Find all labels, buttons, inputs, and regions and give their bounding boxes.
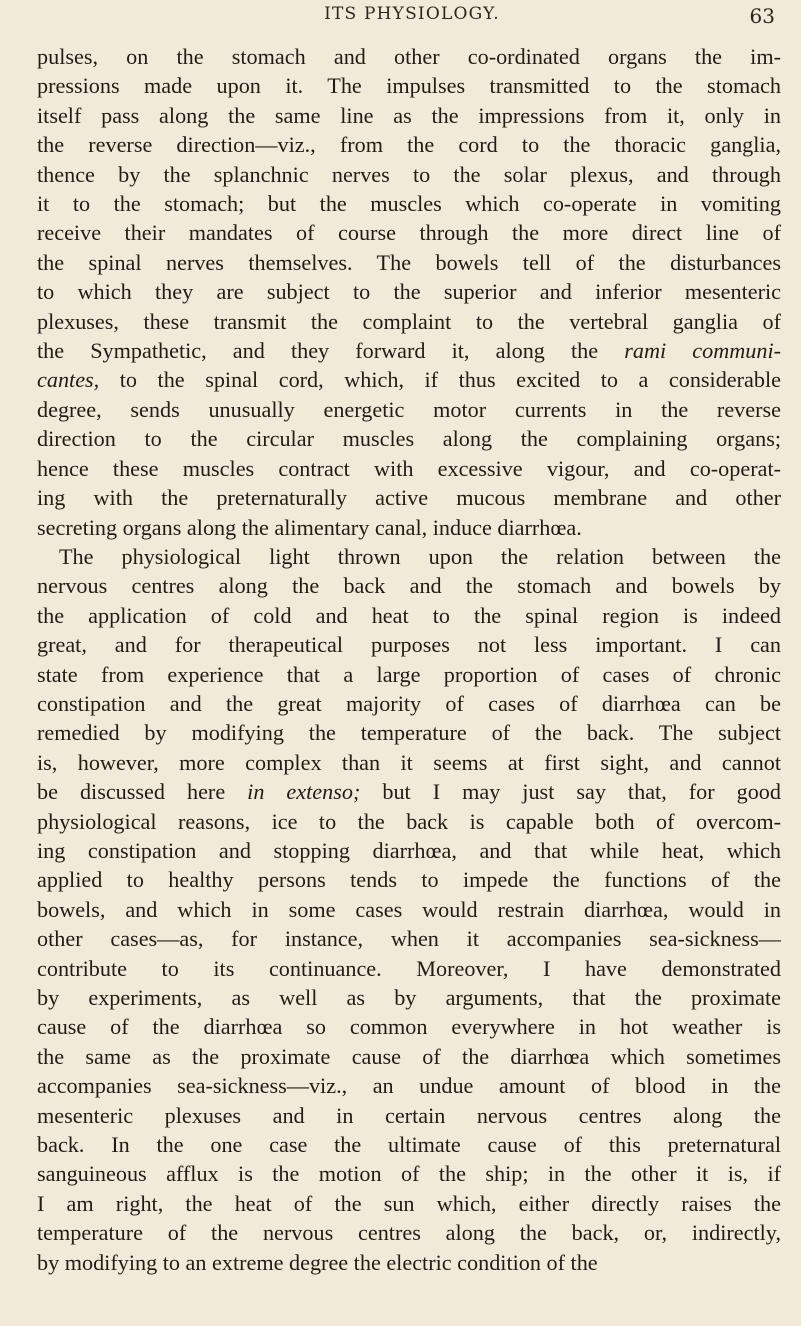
page-header <box>0 4 801 38</box>
text-line <box>37 365 781 394</box>
text-line <box>37 954 781 983</box>
text-line <box>37 483 781 512</box>
text-line <box>37 336 781 365</box>
line-text: direction to the circular muscles along the complaining organs; <box>37 426 781 452</box>
line-text: remedied by modifying the temperature of the back. The subject <box>37 720 781 746</box>
line-text: mesenteric plexuses and in certain nervous centres along the <box>37 1102 781 1128</box>
text-line <box>37 42 781 71</box>
line-text: secreting organs along the alimentary canal, induce diarrhœa. <box>37 514 582 540</box>
text-line <box>37 160 781 189</box>
text-line <box>37 718 781 747</box>
line-text: physiological reasons, ice to the back is capable both of overcom- <box>37 808 781 834</box>
line-text: is, however, more complex than it seems at first sight, and cannot <box>37 749 781 775</box>
text-line <box>37 1218 781 1247</box>
body-text <box>37 42 781 1277</box>
text-line <box>37 307 781 336</box>
line-text: the application of cold and heat to the spinal region is indeed <box>37 602 781 628</box>
text-line <box>37 807 781 836</box>
line-text: to the spinal cord, which, if thus excited to a considerable <box>99 367 781 393</box>
line-text: The physiological light thrown upon the relation between the <box>59 543 781 569</box>
line-text: sanguineous afflux is the motion of the ship; in the other it is, if <box>37 1161 781 1187</box>
text-line <box>37 1071 781 1100</box>
text-line <box>37 895 781 924</box>
text-line <box>37 689 781 718</box>
page-number: 63 <box>749 4 775 28</box>
line-text: ing with the preternaturally active mucous membrane and other <box>37 485 781 511</box>
running-title: ITS PHYSIOLOGY. <box>324 4 500 24</box>
text-line <box>37 571 781 600</box>
line-text: be discussed here <box>37 779 248 805</box>
line-text: it to the stomach; but the muscles which co-operate in vomiting <box>37 191 781 217</box>
text-line <box>37 277 781 306</box>
line-text: constipation and the great majority of cases of diarrhœa can be <box>37 690 781 716</box>
line-text: degree, sends unusually energetic motor currents in the reverse <box>37 396 781 422</box>
text-line <box>37 660 781 689</box>
line-text: the same as the proximate cause of the diarrhœa which sometimes <box>37 1043 781 1069</box>
line-text: plexuses, these transmit the complaint to the vertebral ganglia of <box>37 308 781 334</box>
line-text: pulses, on the stomach and other co-ordinated organs the im- <box>37 44 781 69</box>
text-line <box>37 71 781 100</box>
line-text: applied to healthy persons tends to impede the functions of the <box>37 867 781 893</box>
line-text: state from experience that a large proportion of cases of chronic <box>37 661 781 687</box>
italic-phrase: in extenso; <box>247 779 361 805</box>
line-text: temperature of the nervous centres along the back, or, indirectly, <box>37 1220 781 1246</box>
line-text: great, and for therapeutical purposes not less important. I can <box>37 632 781 658</box>
text-line <box>37 189 781 218</box>
text-line <box>37 924 781 953</box>
line-text: itself pass along the same line as the impressions from it, only in <box>37 102 781 128</box>
text-line <box>37 1012 781 1041</box>
text-line <box>37 1101 781 1130</box>
text-line <box>37 1248 781 1277</box>
line-text: cause of the diarrhœa so common everywhere in hot weather is <box>37 1014 781 1040</box>
line-text: by experiments, as well as by arguments, that the proximate <box>37 985 781 1010</box>
text-line <box>37 454 781 483</box>
line-text: the reverse direction—viz., from the cord to the thoracic ganglia, <box>37 132 781 158</box>
text-line <box>37 248 781 277</box>
text-line <box>37 748 781 777</box>
text-line <box>37 983 781 1012</box>
line-text: pressions made upon it. The impulses transmitted to the stomach <box>37 73 781 99</box>
italic-phrase: cantes, <box>37 367 100 393</box>
line-text: nervous centres along the back and the stomach and bowels by <box>37 573 781 599</box>
text-line <box>37 601 781 630</box>
line-text: the Sympathetic, and they forward it, along the <box>37 338 625 364</box>
line-text: by modifying to an extreme degree the electric condition of the <box>37 1249 598 1275</box>
text-line <box>37 130 781 159</box>
text-line <box>37 777 781 806</box>
line-text: thence by the splanchnic nerves to the solar plexus, and through <box>37 161 781 187</box>
text-line <box>37 836 781 865</box>
line-text: I am right, the heat of the sun which, either directly raises the <box>37 1190 781 1216</box>
line-text: accompanies sea-sickness—viz., an undue amount of blood in the <box>37 1073 781 1099</box>
text-line <box>37 1159 781 1188</box>
text-line <box>37 1130 781 1159</box>
line-text: contribute to its continuance. Moreover, I have demonstrated <box>37 955 781 981</box>
text-line <box>37 542 781 571</box>
line-text: the spinal nerves themselves. The bowels tell of the disturbances <box>37 249 781 275</box>
text-line <box>37 1042 781 1071</box>
text-line <box>37 1189 781 1218</box>
line-text: other cases—as, for instance, when it accompanies sea-sickness— <box>37 926 781 952</box>
text-line <box>37 513 781 542</box>
line-text: but I may just say that, for good <box>360 779 781 805</box>
line-text: hence these muscles contract with excessive vigour, and co-operat- <box>37 455 781 481</box>
text-line <box>37 395 781 424</box>
text-line <box>37 218 781 247</box>
line-text: receive their mandates of course through the more direct line of <box>37 220 781 246</box>
line-text: back. In the one case the ultimate cause of this preternatural <box>37 1132 781 1158</box>
text-line <box>37 630 781 659</box>
line-text: ing constipation and stopping diarrhœa, and that while heat, which <box>37 837 781 863</box>
italic-phrase: rami communi- <box>624 338 781 364</box>
text-line <box>37 101 781 130</box>
text-line <box>37 865 781 894</box>
line-text: to which they are subject to the superior and inferior mesenteric <box>37 279 781 305</box>
line-text: bowels, and which in some cases would restrain diarrhœa, would in <box>37 896 781 922</box>
text-line <box>37 424 781 453</box>
